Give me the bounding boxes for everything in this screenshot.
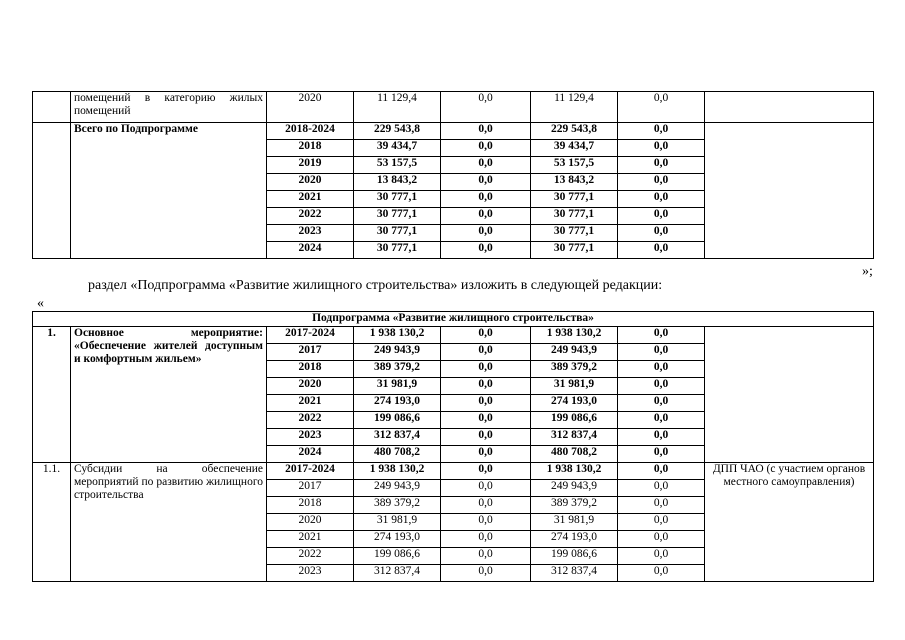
loc-cell: 0,0 xyxy=(618,92,705,123)
year-cell: 2020 xyxy=(267,378,354,395)
total-cell: 30 777,1 xyxy=(354,191,441,208)
total-cell: 274 193,0 xyxy=(354,531,441,548)
loc-cell: 0,0 xyxy=(618,480,705,497)
fed-cell: 0,0 xyxy=(441,123,531,140)
subprogram-title: Подпрограмма «Развитие жилищного строительства» xyxy=(33,312,874,327)
loc-cell: 0,0 xyxy=(618,208,705,225)
resp-cell xyxy=(705,123,874,259)
reg-cell: 274 193,0 xyxy=(531,395,618,412)
loc-cell: 0,0 xyxy=(618,412,705,429)
year-cell: 2022 xyxy=(267,548,354,565)
loc-cell: 0,0 xyxy=(618,225,705,242)
fed-cell: 0,0 xyxy=(441,174,531,191)
reg-cell: 1 938 130,2 xyxy=(531,463,618,480)
loc-cell: 0,0 xyxy=(618,514,705,531)
loc-cell: 0,0 xyxy=(618,344,705,361)
reg-cell: 249 943,9 xyxy=(531,480,618,497)
year-cell: 2018 xyxy=(267,497,354,514)
reg-cell: 31 981,9 xyxy=(531,378,618,395)
reg-cell: 389 379,2 xyxy=(531,361,618,378)
year-cell: 2023 xyxy=(267,429,354,446)
fed-cell: 0,0 xyxy=(441,514,531,531)
reg-cell: 199 086,6 xyxy=(531,412,618,429)
year-cell: 2017-2024 xyxy=(267,327,354,344)
year-cell: 2020 xyxy=(267,174,354,191)
fed-cell: 0,0 xyxy=(441,140,531,157)
total-cell: 1 938 130,2 xyxy=(354,327,441,344)
total-cell: 53 157,5 xyxy=(354,157,441,174)
year-cell: 2020 xyxy=(267,514,354,531)
loc-cell: 0,0 xyxy=(618,191,705,208)
year-cell: 2017 xyxy=(267,344,354,361)
total-cell: 39 434,7 xyxy=(354,140,441,157)
reg-cell: 249 943,9 xyxy=(531,344,618,361)
desc-cell: Субсидии на обеспечение мероприятий по развитию жилищного строительства xyxy=(71,463,267,582)
fed-cell: 0,0 xyxy=(441,412,531,429)
reg-cell: 1 938 130,2 xyxy=(531,327,618,344)
total-cell: 1 938 130,2 xyxy=(354,463,441,480)
fed-cell: 0,0 xyxy=(441,378,531,395)
reg-cell: 11 129,4 xyxy=(531,92,618,123)
reg-cell: 30 777,1 xyxy=(531,242,618,259)
table-row xyxy=(33,312,874,327)
total-cell: 229 543,8 xyxy=(354,123,441,140)
table-row xyxy=(33,327,874,344)
fed-cell: 0,0 xyxy=(441,395,531,412)
loc-cell: 0,0 xyxy=(618,361,705,378)
reg-cell: 312 837,4 xyxy=(531,565,618,582)
table-row xyxy=(33,92,874,123)
total-cell: 249 943,9 xyxy=(354,480,441,497)
total-cell: 199 086,6 xyxy=(354,412,441,429)
reg-cell: 480 708,2 xyxy=(531,446,618,463)
total-cell: 11 129,4 xyxy=(354,92,441,123)
loc-cell: 0,0 xyxy=(618,378,705,395)
year-cell: 2022 xyxy=(267,412,354,429)
reg-cell: 229 543,8 xyxy=(531,123,618,140)
year-cell: 2017 xyxy=(267,480,354,497)
year-cell: 2024 xyxy=(267,242,354,259)
loc-cell: 0,0 xyxy=(618,157,705,174)
reg-cell: 199 086,6 xyxy=(531,548,618,565)
resp-cell xyxy=(705,92,874,123)
total-cell: 13 843,2 xyxy=(354,174,441,191)
loc-cell: 0,0 xyxy=(618,565,705,582)
table-row xyxy=(33,463,874,480)
section-text: раздел «Подпрограмма «Развитие жилищного строительства» изложить в следующей редакции: xyxy=(88,278,663,293)
fed-cell: 0,0 xyxy=(441,208,531,225)
year-cell: 2024 xyxy=(267,446,354,463)
top-table xyxy=(32,91,874,259)
fed-cell: 0,0 xyxy=(441,157,531,174)
total-cell: 31 981,9 xyxy=(354,378,441,395)
bottom-table xyxy=(32,311,874,582)
year-cell: 2019 xyxy=(267,157,354,174)
fed-cell: 0,0 xyxy=(441,565,531,582)
end-quote: »; xyxy=(862,264,873,279)
reg-cell: 30 777,1 xyxy=(531,225,618,242)
fed-cell: 0,0 xyxy=(441,92,531,123)
total-cell: 312 837,4 xyxy=(354,429,441,446)
year-cell: 2021 xyxy=(267,191,354,208)
reg-cell: 30 777,1 xyxy=(531,191,618,208)
fed-cell: 0,0 xyxy=(441,480,531,497)
year-cell: 2021 xyxy=(267,531,354,548)
loc-cell: 0,0 xyxy=(618,242,705,259)
loc-cell: 0,0 xyxy=(618,446,705,463)
loc-cell: 0,0 xyxy=(618,497,705,514)
reg-cell: 389 379,2 xyxy=(531,497,618,514)
reg-cell: 30 777,1 xyxy=(531,208,618,225)
total-cell: 389 379,2 xyxy=(354,497,441,514)
year-cell: 2018-2024 xyxy=(267,123,354,140)
num-cell xyxy=(33,92,71,123)
total-cell: 199 086,6 xyxy=(354,548,441,565)
fed-cell: 0,0 xyxy=(441,191,531,208)
reg-cell: 274 193,0 xyxy=(531,531,618,548)
desc-cell: Всего по Подпрограмме xyxy=(71,123,267,259)
num-cell: 1.1. xyxy=(33,463,71,582)
desc-cell: помещений в категорию жилых помещений xyxy=(71,92,267,123)
year-cell: 2018 xyxy=(267,140,354,157)
total-cell: 389 379,2 xyxy=(354,361,441,378)
loc-cell: 0,0 xyxy=(618,327,705,344)
loc-cell: 0,0 xyxy=(618,140,705,157)
total-cell: 30 777,1 xyxy=(354,208,441,225)
resp-cell: ДПП ЧАО (с участием органов местного самоуправления) xyxy=(705,463,874,582)
loc-cell: 0,0 xyxy=(618,531,705,548)
reg-cell: 13 843,2 xyxy=(531,174,618,191)
open-quote: « xyxy=(37,296,44,311)
fed-cell: 0,0 xyxy=(441,429,531,446)
year-cell: 2017-2024 xyxy=(267,463,354,480)
total-cell: 312 837,4 xyxy=(354,565,441,582)
loc-cell: 0,0 xyxy=(618,174,705,191)
fed-cell: 0,0 xyxy=(441,327,531,344)
fed-cell: 0,0 xyxy=(441,446,531,463)
reg-cell: 53 157,5 xyxy=(531,157,618,174)
loc-cell: 0,0 xyxy=(618,123,705,140)
total-cell: 31 981,9 xyxy=(354,514,441,531)
fed-cell: 0,0 xyxy=(441,344,531,361)
total-cell: 480 708,2 xyxy=(354,446,441,463)
reg-cell: 39 434,7 xyxy=(531,140,618,157)
total-cell: 30 777,1 xyxy=(354,242,441,259)
reg-cell: 312 837,4 xyxy=(531,429,618,446)
num-cell: 1. xyxy=(33,327,71,463)
fed-cell: 0,0 xyxy=(441,531,531,548)
fed-cell: 0,0 xyxy=(441,463,531,480)
loc-cell: 0,0 xyxy=(618,548,705,565)
reg-cell: 31 981,9 xyxy=(531,514,618,531)
year-cell: 2022 xyxy=(267,208,354,225)
total-cell: 30 777,1 xyxy=(354,225,441,242)
resp-cell xyxy=(705,327,874,463)
loc-cell: 0,0 xyxy=(618,429,705,446)
fed-cell: 0,0 xyxy=(441,548,531,565)
fed-cell: 0,0 xyxy=(441,361,531,378)
total-cell: 274 193,0 xyxy=(354,395,441,412)
year-cell: 2020 xyxy=(267,92,354,123)
loc-cell: 0,0 xyxy=(618,395,705,412)
loc-cell: 0,0 xyxy=(618,463,705,480)
fed-cell: 0,0 xyxy=(441,497,531,514)
desc-cell: Основное мероприятие: «Обеспечение жителей доступным и комфортным жильем» xyxy=(71,327,267,463)
num-cell xyxy=(33,123,71,259)
year-cell: 2023 xyxy=(267,565,354,582)
year-cell: 2018 xyxy=(267,361,354,378)
year-cell: 2021 xyxy=(267,395,354,412)
total-cell: 249 943,9 xyxy=(354,344,441,361)
fed-cell: 0,0 xyxy=(441,242,531,259)
year-cell: 2023 xyxy=(267,225,354,242)
table-row xyxy=(33,123,874,140)
fed-cell: 0,0 xyxy=(441,225,531,242)
